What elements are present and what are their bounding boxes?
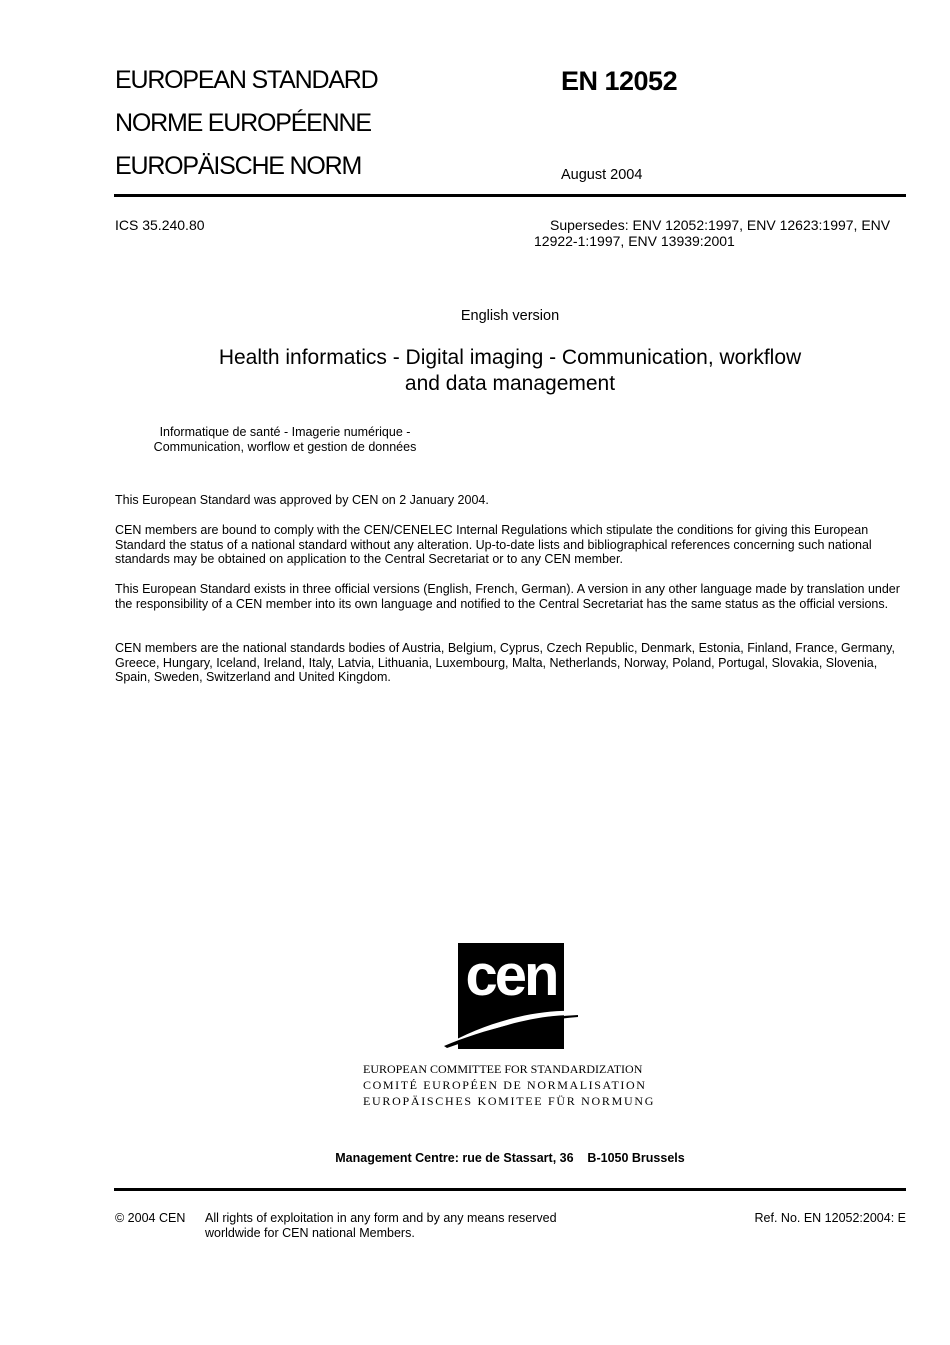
regulations-paragraph: CEN members are bound to comply with the CEN/CENELEC Internal Regulations which stipulate the conditions for giving this European Standard the status of a national standard without any alteration. Up-to-date lists and bibliographical references concerning such national standards may be obtained on application to the Central Secretariat or to any CEN member. [115, 523, 872, 566]
management-centre: Management Centre: rue de Stassart, 36 B-1050 Brussels [335, 1151, 685, 1165]
supersedes-line-2: 12922-1:1997, ENV 13939:2001 [534, 233, 735, 249]
rights-line-2: worldwide for CEN national Members. [205, 1226, 415, 1240]
document-title [114, 345, 906, 397]
header-rule [114, 194, 906, 197]
footer-rule [114, 1188, 906, 1191]
committee-french: COMITÉ EUROPÉEN DE NORMALISATION [363, 1078, 647, 1092]
french-title [140, 425, 430, 455]
committee-german: EUROPÄISCHES KOMITEE FÜR NORMUNG [363, 1094, 656, 1108]
cen-logo [444, 943, 578, 1049]
members-paragraph: CEN members are the national standards bodies of Austria, Belgium, Cyprus, Czech Republic, Denmark, Estonia, Finland, France, Germany, Greece, Hungary, Iceland, Ireland, Italy, Latvia, Lithuania, Luxembourg, Malta, Netherlands, Norway, Poland, Portugal, Slovakia, Slovenia, Spain, Sweden, Switzerland and United Kingdom. [115, 641, 895, 684]
rights-line-1: All rights of exploitation in any form and by any means reserved [205, 1211, 557, 1225]
copyright: © 2004 CEN [115, 1211, 186, 1225]
reference-number: Ref. No. EN 12052:2004: E [754, 1211, 906, 1225]
header-line-english: EUROPEAN STANDARD [115, 66, 378, 94]
header-line-german: EUROPÄISCHE NORM [115, 152, 362, 180]
committee-english: EUROPEAN COMMITTEE FOR STANDARDIZATION [363, 1062, 643, 1076]
french-title-line-2: Communication, worflow et gestion de données [153, 440, 417, 454]
french-title-line-1: Informatique de santé - Imagerie numérique - [159, 425, 411, 439]
document-title-line-2: and data management [404, 372, 616, 395]
supersedes-line-1: Supersedes: ENV 12052:1997, ENV 12623:1997, ENV [550, 217, 891, 233]
cen-logo-text: cen [465, 943, 557, 1008]
standard-number: EN 12052 [561, 66, 678, 96]
versions-paragraph: This European Standard exists in three official versions (English, French, German). A version in any other language made by translation under the responsibility of a CEN member into its own language and notified to the Central Secretariat has the same status as the official versions. [115, 582, 900, 611]
version-label: English version [460, 308, 560, 324]
ics-code: ICS 35.240.80 [115, 217, 205, 233]
document-title-line-1: Health informatics - Digital imaging - Communication, workflow [218, 346, 802, 369]
header-line-french: NORME EUROPÉENNE [115, 109, 371, 137]
approval-paragraph: This European Standard was approved by CEN on 2 January 2004. [115, 493, 489, 507]
publication-date: August 2004 [561, 167, 643, 183]
cen-logo-graphic [444, 943, 578, 1049]
